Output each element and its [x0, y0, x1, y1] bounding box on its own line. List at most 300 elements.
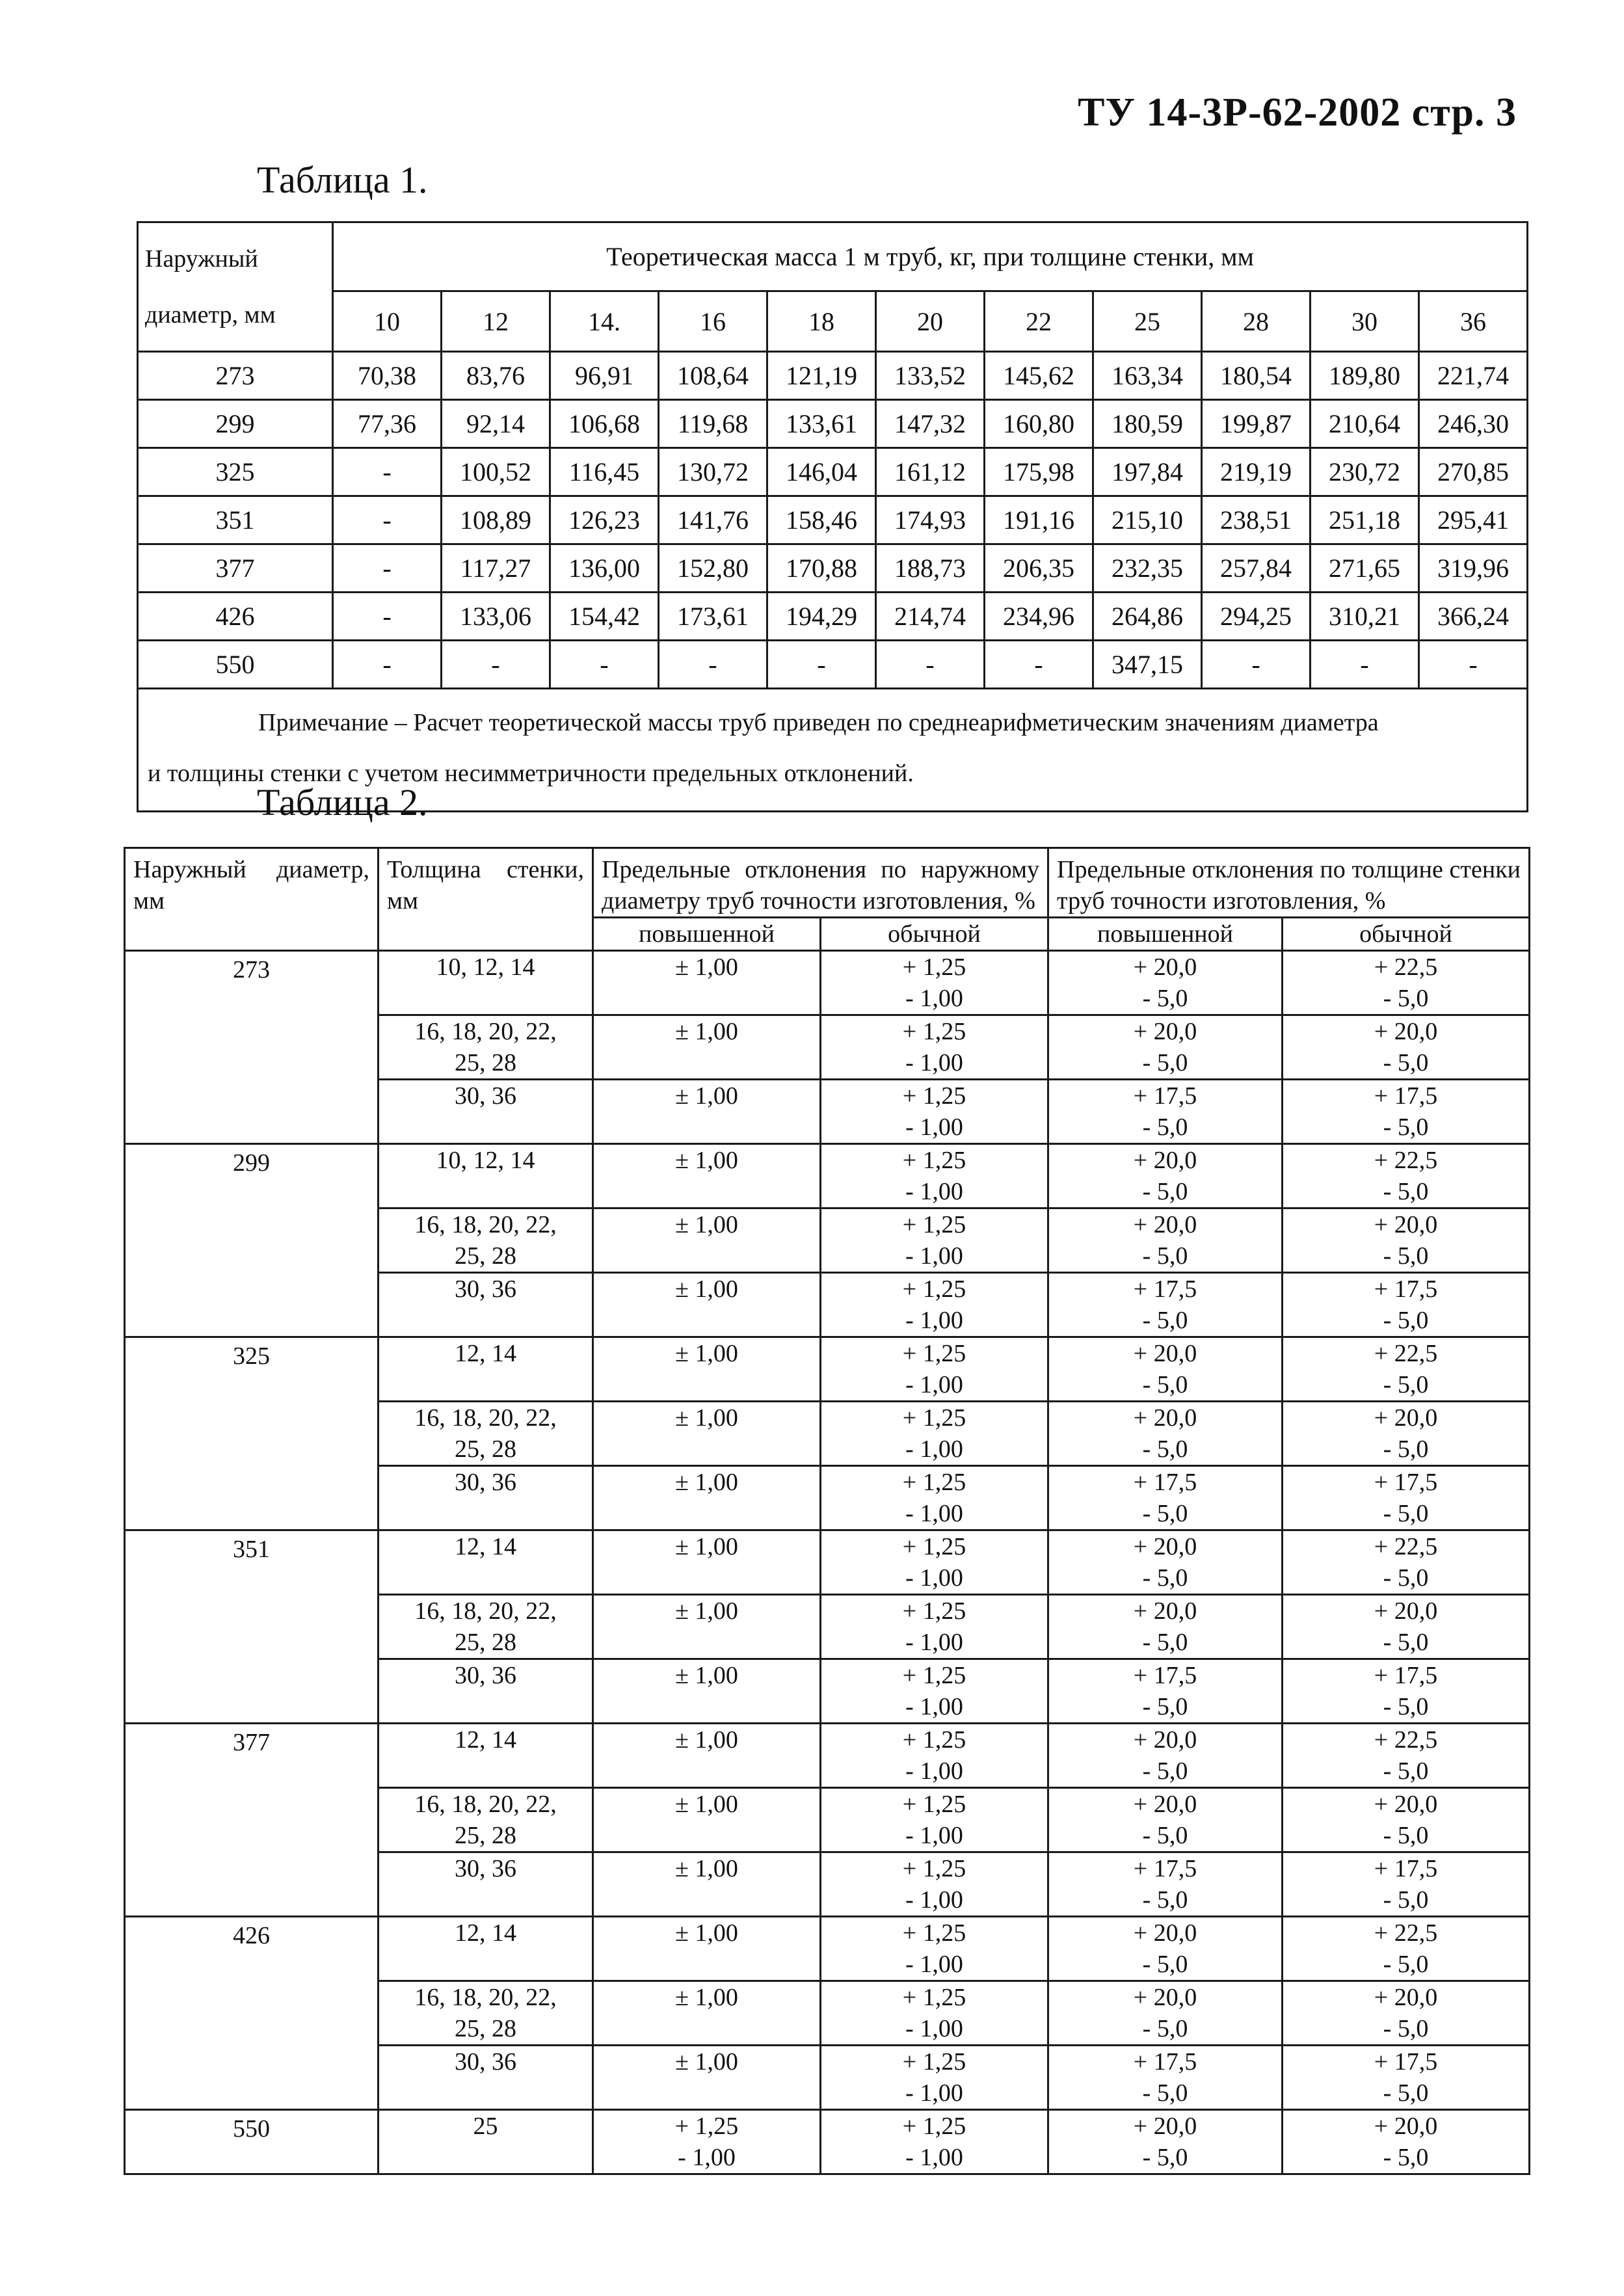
- table-row: [125, 951, 1530, 1015]
- table1-mass-cell: 133,61: [767, 400, 876, 448]
- table2-dev-wall-high-upper: + 20,0: [1133, 1726, 1197, 1754]
- table2-dev-wall-normal-lower: - 5,0: [1383, 1757, 1429, 1785]
- table1-mass-cell: 214,74: [876, 593, 985, 641]
- table2-thickness-cell-upper: 30, 36: [455, 1082, 516, 1110]
- table2-dev-wall-high: [1048, 1208, 1283, 1273]
- table2-dev-wall-normal-lower: - 5,0: [1383, 1435, 1429, 1463]
- table2-dev-wall-normal: [1283, 1144, 1530, 1208]
- table2-dev-wall-high-upper: + 20,0: [1133, 2113, 1197, 2140]
- table2-dev-diam-normal-lower: - 1,00: [905, 1951, 963, 1978]
- table2-dev-diam-normal: [821, 1080, 1048, 1144]
- table2-dev-wall-high-lower: - 5,0: [1142, 1951, 1188, 1978]
- table2-dev-wall-normal: [1283, 1080, 1530, 1144]
- table2-dev-diam-normal-upper: + 1,25: [902, 1018, 966, 1045]
- table1-header-mass: Теоретическая масса 1 м труб, кг, при толщине стенки, мм: [333, 222, 1528, 291]
- table2-dev-wall-high-lower: - 5,0: [1142, 1242, 1188, 1270]
- table2-dev-diam-normal-lower: - 1,00: [905, 1049, 963, 1076]
- table1-mass-cell: 232,35: [1093, 544, 1202, 593]
- table2-dev-diam-normal-lower: - 1,00: [905, 1242, 963, 1270]
- table2-dev-diam-normal-upper: + 1,25: [902, 1919, 966, 1947]
- table1-mass-cell: 234,96: [985, 593, 1093, 641]
- table1-mass-cell: 246,30: [1419, 400, 1528, 448]
- table2-deviations: [124, 847, 1530, 2175]
- table1-header-diameter: Наружный диаметр, мм: [138, 222, 333, 352]
- table1-mass-cell: 310,21: [1311, 593, 1419, 641]
- table2-dev-diam-normal-lower: - 1,00: [905, 1629, 963, 1656]
- table1-thickness-0: 10: [333, 291, 442, 352]
- table2-dev-wall-normal-lower: - 5,0: [1383, 1371, 1429, 1398]
- table2-dev-wall-high: [1048, 1981, 1283, 2046]
- table2-dev-diam-high-upper: ± 1,00: [675, 954, 738, 981]
- table2-dev-wall-high: [1048, 1852, 1283, 1917]
- table2-dev-wall-normal-lower: - 5,0: [1383, 2015, 1429, 2042]
- table-row: [138, 641, 1528, 689]
- table2-dev-wall-normal-upper: + 22,5: [1374, 1340, 1438, 1367]
- table1-thickness-9: 30: [1311, 291, 1419, 352]
- table2-dev-diam-normal-upper: + 1,25: [902, 1662, 966, 1689]
- table2-dev-wall-high: [1048, 1595, 1283, 1659]
- table-row: [125, 2110, 1530, 2174]
- table1-mass-cell: 219,19: [1202, 448, 1311, 496]
- table2-thickness-cell-lower: 25, 28: [455, 1822, 516, 1849]
- table1-mass-cell: 264,86: [1093, 593, 1202, 641]
- table2-thickness-cell-upper: 10, 12, 14: [436, 954, 535, 981]
- table1-mass-cell: 251,18: [1311, 496, 1419, 544]
- table1-mass-cell: -: [550, 641, 659, 689]
- table1-mass-cell: -: [333, 448, 442, 496]
- table2-dev-wall-high: [1048, 1273, 1283, 1337]
- table1-mass-cell: 197,84: [1093, 448, 1202, 496]
- table2-dev-diam-normal-upper: + 1,25: [902, 1469, 966, 1496]
- table2-dev-diam-normal: [821, 2046, 1048, 2110]
- table2-header-wall-high: повышенной: [1048, 918, 1283, 951]
- table2-dev-wall-normal-upper: + 17,5: [1374, 2048, 1438, 2076]
- table2-dev-diam-high-upper: ± 1,00: [675, 1275, 738, 1303]
- table1-mass-cell: 77,36: [333, 400, 442, 448]
- table2-dev-diam-high-lower: - 1,00: [678, 2144, 736, 2171]
- table2-dev-wall-high: [1048, 1917, 1283, 1981]
- table2-dev-wall-normal-upper: + 17,5: [1374, 1082, 1438, 1110]
- table2-thickness-cell: [379, 1788, 593, 1852]
- table1-diameter-cell: 550: [138, 641, 333, 689]
- table1-mass-cell: -: [985, 641, 1093, 689]
- table2-dev-wall-normal-upper: + 22,5: [1374, 954, 1438, 981]
- table2-dev-diam-high-upper: ± 1,00: [675, 1404, 738, 1432]
- table2-dev-diam-normal-upper: + 1,25: [902, 1211, 966, 1238]
- table2-dev-wall-high-upper: + 20,0: [1133, 1597, 1197, 1625]
- table2-thickness-cell-lower: 25, 28: [455, 1629, 516, 1656]
- table2-dev-wall-high: [1048, 2046, 1283, 2110]
- table2-dev-diam-normal: [821, 1981, 1048, 2046]
- table2-dev-diam-high-upper: ± 1,00: [675, 1919, 738, 1947]
- table2-thickness-cell-upper: 12, 14: [455, 1726, 516, 1754]
- table1-mass-cell: 206,35: [985, 544, 1093, 593]
- table1-thickness-3: 16: [659, 291, 767, 352]
- table2-dev-diam-normal-upper: + 1,25: [902, 2048, 966, 2076]
- table2-dev-wall-high-lower: - 5,0: [1142, 1693, 1188, 1720]
- table1-mass-cell: 136,00: [550, 544, 659, 593]
- table1-mass-cell: -: [767, 641, 876, 689]
- table1-mass-cell: -: [659, 641, 767, 689]
- table2-dev-diam-high-upper: ± 1,00: [675, 2048, 738, 2076]
- table1-mass-cell: 121,19: [767, 352, 876, 400]
- table1-mass-cell: 210,64: [1311, 400, 1419, 448]
- table2-dev-wall-high-upper: + 20,0: [1133, 1147, 1197, 1174]
- table2-dev-diam-high: [593, 1659, 821, 1724]
- table1-diameter-cell: 325: [138, 448, 333, 496]
- table1-mass-cell: 92,14: [442, 400, 550, 448]
- table2-diameter-cell: 377: [125, 1724, 379, 1917]
- table1-mass-cell: 319,96: [1419, 544, 1528, 593]
- table2-dev-diam-high-upper: ± 1,00: [675, 1340, 738, 1367]
- document-header: ТУ 14-3Р-62-2002 стр. 3: [1078, 90, 1517, 135]
- table2-thickness-cell: [379, 1208, 593, 1273]
- table2-dev-diam-high-upper: + 1,25: [674, 2113, 739, 2140]
- table2-dev-wall-high: [1048, 1659, 1283, 1724]
- table2-dev-diam-high: [593, 1917, 821, 1981]
- table2-thickness-cell-lower: 25, 28: [455, 1435, 516, 1463]
- table2-dev-diam-normal-lower: - 1,00: [905, 2079, 963, 2107]
- table2-dev-diam-high-upper: ± 1,00: [675, 1984, 738, 2011]
- table1-mass-cell: 271,65: [1311, 544, 1419, 593]
- table2-dev-wall-high-lower: - 5,0: [1142, 985, 1188, 1012]
- table2-thickness-cell: [379, 1981, 593, 2046]
- table-row: [138, 352, 1528, 400]
- table1-mass: [137, 221, 1528, 812]
- table2-thickness-cell-upper: 12, 14: [455, 1919, 516, 1947]
- table2-thickness-cell: [379, 1917, 593, 1981]
- table2-caption: Таблица 2.: [257, 781, 428, 823]
- table2-thickness-cell-upper: 16, 18, 20, 22,: [414, 1791, 557, 1818]
- table1-mass-cell: 238,51: [1202, 496, 1311, 544]
- table2-dev-wall-high-lower: - 5,0: [1142, 1886, 1188, 1914]
- table2-thickness-cell-upper: 10, 12, 14: [436, 1147, 535, 1174]
- table1-mass-cell: 130,72: [659, 448, 767, 496]
- table2-dev-wall-normal: [1283, 1530, 1530, 1595]
- table2-dev-diam-normal-upper: + 1,25: [902, 1791, 966, 1818]
- table2-dev-wall-high-upper: + 20,0: [1133, 1791, 1197, 1818]
- table2-dev-wall-normal-upper: + 20,0: [1374, 1211, 1438, 1238]
- table2-dev-wall-high-lower: - 5,0: [1142, 2079, 1188, 2107]
- table2-dev-wall-normal-upper: + 22,5: [1374, 1919, 1438, 1947]
- table1-mass-cell: 108,64: [659, 352, 767, 400]
- table2-thickness-cell-lower: 25, 28: [455, 1242, 516, 1270]
- table1-mass-cell: 70,38: [333, 352, 442, 400]
- table2-dev-wall-normal-upper: + 17,5: [1374, 1275, 1438, 1303]
- table2-dev-diam-high: [593, 2046, 821, 2110]
- table1-mass-cell: 126,23: [550, 496, 659, 544]
- table-row: [138, 400, 1528, 448]
- table1-diameter-cell: 299: [138, 400, 333, 448]
- table2-dev-diam-high: [593, 1852, 821, 1917]
- table2-dev-diam-normal: [821, 1015, 1048, 1080]
- table2-dev-wall-normal: [1283, 1337, 1530, 1402]
- table2-dev-diam-normal-lower: - 1,00: [905, 1693, 963, 1720]
- table2-dev-diam-normal-upper: + 1,25: [902, 954, 966, 981]
- table2-dev-wall-normal-lower: - 5,0: [1383, 1049, 1429, 1076]
- table2-dev-wall-high-lower: - 5,0: [1142, 1629, 1188, 1656]
- table1-mass-cell: -: [1419, 641, 1528, 689]
- table2-header-thickness: Толщина стенки, мм: [379, 848, 593, 951]
- table1-mass-cell: -: [333, 641, 442, 689]
- table1-mass-cell: 215,10: [1093, 496, 1202, 544]
- table1-note-line1: Примечание – Расчет теоретической массы труб приведен по среднеарифметическим значениям диаметра: [258, 709, 1379, 736]
- table2-dev-wall-normal: [1283, 1273, 1530, 1337]
- table2-dev-diam-normal-lower: - 1,00: [905, 2015, 963, 2042]
- table2-dev-diam-normal: [821, 1595, 1048, 1659]
- table1-mass-cell: 141,76: [659, 496, 767, 544]
- table2-dev-diam-normal-lower: - 1,00: [905, 1371, 963, 1398]
- table2-dev-diam-normal: [821, 1144, 1048, 1208]
- table-row: [138, 593, 1528, 641]
- table2-dev-wall-normal-lower: - 5,0: [1383, 1500, 1429, 1527]
- table2-thickness-cell: [379, 1337, 593, 1402]
- table1-mass-cell: 174,93: [876, 496, 985, 544]
- table2-dev-wall-normal-lower: - 5,0: [1383, 1822, 1429, 1849]
- table2-dev-wall-high-lower: - 5,0: [1142, 1757, 1188, 1785]
- table1-mass-cell: 154,42: [550, 593, 659, 641]
- table2-header-diam-high: повышенной: [593, 918, 821, 951]
- table2-dev-wall-normal-upper: + 22,5: [1374, 1147, 1438, 1174]
- table1-mass-cell: 189,80: [1311, 352, 1419, 400]
- table1-mass-cell: 83,76: [442, 352, 550, 400]
- table2-dev-diam-high: [593, 1080, 821, 1144]
- table-row: [125, 1724, 1530, 1788]
- table1-thickness-1: 12: [442, 291, 550, 352]
- table2-dev-wall-normal-upper: + 20,0: [1374, 1018, 1438, 1045]
- table1-mass-cell: 161,12: [876, 448, 985, 496]
- table2-dev-wall-normal: [1283, 2110, 1530, 2174]
- table2-thickness-cell: [379, 1595, 593, 1659]
- table1-mass-cell: 133,06: [442, 593, 550, 641]
- table2-dev-diam-high: [593, 1015, 821, 1080]
- table2-dev-diam-normal-upper: + 1,25: [902, 1082, 966, 1110]
- table2-diameter-cell: 273: [125, 951, 379, 1144]
- table2-dev-diam-high: [593, 2110, 821, 2174]
- table1-mass-cell: -: [876, 641, 985, 689]
- table1-mass-cell: 173,61: [659, 593, 767, 641]
- table2-dev-wall-normal: [1283, 1208, 1530, 1273]
- table2-thickness-cell-upper: 16, 18, 20, 22,: [414, 1597, 557, 1625]
- table2-dev-diam-normal: [821, 1273, 1048, 1337]
- table2-thickness-cell-upper: 12, 14: [455, 1340, 516, 1367]
- table2-dev-wall-high-upper: + 17,5: [1133, 1662, 1197, 1689]
- table2-dev-diam-normal-upper: + 1,25: [902, 1726, 966, 1754]
- table2-dev-wall-normal: [1283, 2046, 1530, 2110]
- table2-dev-wall-high-upper: + 20,0: [1133, 1919, 1197, 1947]
- table2-dev-diam-high-upper: ± 1,00: [675, 1662, 738, 1689]
- table2-dev-diam-normal-lower: - 1,00: [905, 1114, 963, 1141]
- table2-dev-wall-high: [1048, 1080, 1283, 1144]
- table1-mass-cell: 180,54: [1202, 352, 1311, 400]
- table1-note-line2: и толщины стенки с учетом несимметричности предельных отклонений.: [148, 760, 914, 787]
- table2-dev-wall-normal: [1283, 1852, 1530, 1917]
- table2-dev-wall-high: [1048, 1337, 1283, 1402]
- table2-dev-diam-normal-lower: - 1,00: [905, 2144, 963, 2171]
- table2-dev-diam-normal: [821, 1788, 1048, 1852]
- table2-dev-diam-high-upper: ± 1,00: [675, 1082, 738, 1110]
- table1-mass-cell: 221,74: [1419, 352, 1528, 400]
- table2-thickness-cell-upper: 12, 14: [455, 1533, 516, 1560]
- table2-dev-diam-normal: [821, 1337, 1048, 1402]
- table2-dev-wall-high-upper: + 20,0: [1133, 1340, 1197, 1367]
- table2-dev-wall-normal-upper: + 20,0: [1374, 1404, 1438, 1432]
- table2-dev-wall-normal-lower: - 5,0: [1383, 1886, 1429, 1914]
- table2-dev-wall-high: [1048, 1144, 1283, 1208]
- table2-dev-diam-high: [593, 1595, 821, 1659]
- table2-dev-wall-high: [1048, 1724, 1283, 1788]
- table2-dev-wall-high-lower: - 5,0: [1142, 1114, 1188, 1141]
- table2-dev-wall-normal: [1283, 1659, 1530, 1724]
- table2-dev-wall-normal-lower: - 5,0: [1383, 1178, 1429, 1205]
- table2-dev-diam-normal: [821, 1724, 1048, 1788]
- table2-dev-wall-normal-lower: - 5,0: [1383, 1307, 1429, 1334]
- table2-dev-diam-normal: [821, 1852, 1048, 1917]
- table1-mass-cell: -: [1311, 641, 1419, 689]
- table2-dev-diam-high: [593, 1530, 821, 1595]
- table2-dev-diam-normal-lower: - 1,00: [905, 1435, 963, 1463]
- table2-dev-diam-high: [593, 1402, 821, 1466]
- table1-thickness-7: 25: [1093, 291, 1202, 352]
- table2-dev-diam-normal: [821, 1466, 1048, 1530]
- table1-mass-cell: -: [333, 496, 442, 544]
- table2-dev-wall-normal: [1283, 1724, 1530, 1788]
- table2-dev-wall-normal-upper: + 17,5: [1374, 1855, 1438, 1882]
- table2-dev-wall-high-lower: - 5,0: [1142, 1371, 1188, 1398]
- table1-mass-cell: 152,80: [659, 544, 767, 593]
- table2-dev-diam-normal-upper: + 1,25: [902, 1275, 966, 1303]
- table2-dev-diam-normal: [821, 1659, 1048, 1724]
- table-row: [125, 1530, 1530, 1595]
- table2-dev-diam-high: [593, 1981, 821, 2046]
- table2-dev-diam-high: [593, 1724, 821, 1788]
- table2-dev-wall-high-upper: + 20,0: [1133, 1984, 1197, 2011]
- table1-mass-cell: 194,29: [767, 593, 876, 641]
- table2-dev-diam-high-upper: ± 1,00: [675, 1533, 738, 1560]
- table2-thickness-cell-upper: 30, 36: [455, 1662, 516, 1689]
- table2-thickness-cell-upper: 16, 18, 20, 22,: [414, 1018, 557, 1045]
- table2-dev-diam-high-upper: ± 1,00: [675, 1791, 738, 1818]
- table2-thickness-cell: [379, 1402, 593, 1466]
- table1-mass-cell: -: [333, 544, 442, 593]
- table2-dev-diam-high-upper: ± 1,00: [675, 1018, 738, 1045]
- table2-dev-wall-high-upper: + 20,0: [1133, 1533, 1197, 1560]
- table1-mass-cell: 158,46: [767, 496, 876, 544]
- table2-dev-wall-normal: [1283, 1466, 1530, 1530]
- table1-mass-cell: -: [442, 641, 550, 689]
- table1-mass-cell: -: [1202, 641, 1311, 689]
- table2-diameter-cell: 325: [125, 1337, 379, 1530]
- table2-dev-wall-normal: [1283, 1402, 1530, 1466]
- table2-dev-wall-high: [1048, 1466, 1283, 1530]
- table2-dev-wall-normal: [1283, 1015, 1530, 1080]
- table2-dev-wall-normal-lower: - 5,0: [1383, 2144, 1429, 2171]
- table2-dev-wall-normal-lower: - 5,0: [1383, 985, 1429, 1012]
- table2-dev-wall-normal-upper: + 20,0: [1374, 1597, 1438, 1625]
- table2-dev-diam-normal: [821, 951, 1048, 1015]
- table2-dev-diam-normal-lower: - 1,00: [905, 1757, 963, 1785]
- table2-dev-diam-normal-upper: + 1,25: [902, 1533, 966, 1560]
- table2-dev-diam-high-upper: ± 1,00: [675, 1726, 738, 1754]
- table2-dev-diam-normal-upper: + 1,25: [902, 1984, 966, 2011]
- table2-dev-wall-normal-lower: - 5,0: [1383, 1114, 1429, 1141]
- table2-thickness-cell: [379, 1080, 593, 1144]
- table2-dev-diam-normal-lower: - 1,00: [905, 1178, 963, 1205]
- table1-mass-cell: 230,72: [1311, 448, 1419, 496]
- table2-dev-diam-normal-upper: + 1,25: [902, 1147, 966, 1174]
- table2-dev-wall-normal-upper: + 20,0: [1374, 1984, 1438, 2011]
- table1-diameter-cell: 273: [138, 352, 333, 400]
- table1-mass-cell: 119,68: [659, 400, 767, 448]
- table2-dev-wall-high-lower: - 5,0: [1142, 1049, 1188, 1076]
- table1-caption: Таблица 1.: [257, 159, 428, 201]
- table1-thickness-2: 14.: [550, 291, 659, 352]
- table2-dev-wall-high: [1048, 1402, 1283, 1466]
- table2-dev-diam-high-upper: ± 1,00: [675, 1597, 738, 1625]
- table2-thickness-cell: [379, 1144, 593, 1208]
- table2-diameter-cell: 426: [125, 1917, 379, 2110]
- table2-dev-wall-normal-lower: - 5,0: [1383, 1242, 1429, 1270]
- table2-thickness-cell: [379, 1273, 593, 1337]
- table2-dev-wall-high-lower: - 5,0: [1142, 1307, 1188, 1334]
- table1-mass-cell: 170,88: [767, 544, 876, 593]
- table2-thickness-cell-upper: 30, 36: [455, 1469, 516, 1496]
- table2-diameter-cell: 550: [125, 2110, 379, 2174]
- table2-thickness-cell: [379, 2110, 593, 2174]
- table2-thickness-cell-lower: 25, 28: [455, 2015, 516, 2042]
- table2-dev-wall-high: [1048, 1530, 1283, 1595]
- table2-dev-diam-high: [593, 1208, 821, 1273]
- table1-mass-cell: 294,25: [1202, 593, 1311, 641]
- table2-thickness-cell: [379, 1724, 593, 1788]
- table-row: [125, 1144, 1530, 1208]
- table1-mass-cell: 180,59: [1093, 400, 1202, 448]
- table2-dev-wall-high-upper: + 20,0: [1133, 1018, 1197, 1045]
- table2-thickness-cell-upper: 16, 18, 20, 22,: [414, 1211, 557, 1238]
- table1-mass-cell: 106,68: [550, 400, 659, 448]
- table2-header-dev-diameter: Предельные отклонения по наружному диаметру труб точности изготовления, %: [593, 848, 1048, 918]
- table1-mass-cell: 163,34: [1093, 352, 1202, 400]
- table2-dev-wall-normal-upper: + 17,5: [1374, 1469, 1438, 1496]
- table1-thickness-5: 20: [876, 291, 985, 352]
- table1-mass-cell: -: [333, 593, 442, 641]
- table2-dev-diam-normal-lower: - 1,00: [905, 1564, 963, 1592]
- table2-dev-diam-high: [593, 1788, 821, 1852]
- table1-mass-cell: 188,73: [876, 544, 985, 593]
- table1-mass-cell: 257,84: [1202, 544, 1311, 593]
- table2-dev-wall-normal-upper: + 22,5: [1374, 1533, 1438, 1560]
- table1-mass-cell: 100,52: [442, 448, 550, 496]
- table2-header-wall-normal: обычной: [1283, 918, 1530, 951]
- table2-dev-wall-normal-lower: - 5,0: [1383, 1693, 1429, 1720]
- table2-dev-diam-normal-lower: - 1,00: [905, 1822, 963, 1849]
- table2-dev-wall-normal: [1283, 1595, 1530, 1659]
- table2-thickness-cell-lower: 25, 28: [455, 1049, 516, 1076]
- table1-mass-cell: 108,89: [442, 496, 550, 544]
- table2-dev-wall-normal-upper: + 20,0: [1374, 1791, 1438, 1818]
- table2-diameter-cell: 351: [125, 1530, 379, 1724]
- table2-dev-wall-high-lower: - 5,0: [1142, 2144, 1188, 2171]
- table1-thickness-10: 36: [1419, 291, 1528, 352]
- table2-dev-wall-normal-lower: - 5,0: [1383, 1629, 1429, 1656]
- table2-dev-diam-normal-lower: - 1,00: [905, 1307, 963, 1334]
- table1-mass-cell: 117,27: [442, 544, 550, 593]
- table2-dev-wall-normal: [1283, 1981, 1530, 2046]
- table2-dev-diam-normal-upper: + 1,25: [902, 1404, 966, 1432]
- table2-dev-wall-normal-lower: - 5,0: [1383, 1951, 1429, 1978]
- table2-dev-wall-high-upper: + 20,0: [1133, 954, 1197, 981]
- table2-header-diam-normal: обычной: [821, 918, 1048, 951]
